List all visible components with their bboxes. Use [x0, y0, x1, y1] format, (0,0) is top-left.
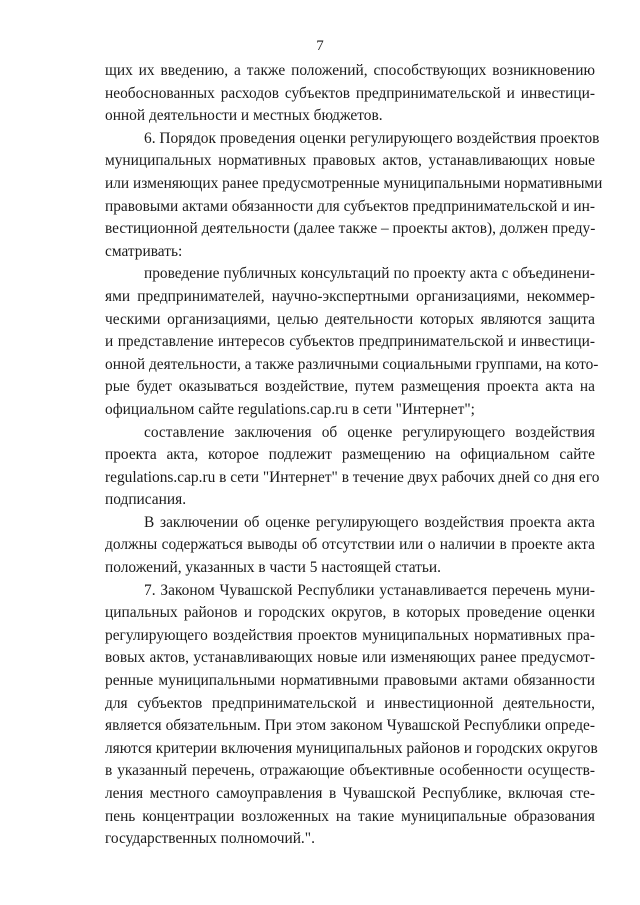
text-line: ляются критерии включения муниципальных районов и городских округов: [105, 739, 598, 757]
paragraph-conclusion-content: [105, 512, 595, 580]
text-line: составление заключения об оценке регулирующего воздействия: [144, 423, 595, 441]
text-line: правовыми актами обязанности для субъектов предпринимательской и ин-: [105, 197, 595, 215]
text-line: проведение публичных консультаций по проекту акта с объединени-: [144, 265, 595, 283]
text-line: ления местного самоуправления в Чувашской Республике, включая сте-: [105, 785, 595, 802]
text-line: ренные муниципальными нормативными правовыми актами обязанности: [105, 672, 595, 690]
page-number: 7: [316, 38, 324, 54]
text-line: пень концентрации возложенных на такие муниципальные образования: [105, 807, 595, 825]
text-line: ческими организациями, целью деятельности которых являются защита: [105, 310, 595, 328]
text-line: вовых актов, устанавливающих новые или изменяющих ранее предусмот-: [105, 649, 595, 667]
text-line: положений, указанных в части 5 настоящей статьи.: [105, 559, 441, 577]
text-line: вестиционной деятельности (далее также – проекты актов), должен преду-: [105, 220, 596, 238]
text-line: 7. Законом Чувашской Республики устанавливается перечень муни-: [144, 581, 595, 599]
text-line: официальном сайте regulations.cap.ru в сети "Интернет";: [105, 400, 475, 418]
text-line: онной деятельности и местных бюджетов.: [105, 107, 383, 125]
text-line: онной деятельности, а также различными социальными группами, на кото-: [105, 355, 599, 373]
document-body: [105, 60, 603, 851]
text-line: должны содержаться выводы об отсутствии или о наличии в проекте акта: [105, 536, 595, 554]
paragraph-item-6: [105, 128, 603, 264]
text-line: проекта акта, которое подлежит размещению на официальном сайте: [105, 446, 595, 464]
text-line: щих их введению, а также положений, способствующих возникновению: [105, 62, 595, 79]
text-line: муниципальных нормативных правовых актов, устанавливающих новые: [105, 152, 595, 170]
text-line: В заключении об оценке регулирующего воздействия проекта акта: [144, 513, 595, 531]
text-line: ципальных районов и городских округов, в которых проведение оценки: [105, 604, 595, 622]
paragraph-public-consultations: [105, 263, 599, 421]
paragraph-conclusion-drafting: [105, 422, 600, 512]
text-line: и представление интересов субъектов предпринимательской и инвестици-: [105, 333, 595, 351]
text-line: является обязательным. При этом законом Чувашской Республики опреде-: [105, 717, 595, 735]
text-line: 6. Порядок проведения оценки регулирующего воздействия проектов: [144, 129, 600, 147]
text-line: ями предпринимателей, научно-экспертными организациями, некоммер-: [105, 287, 595, 305]
text-line: государственных полномочий.".: [105, 830, 315, 848]
text-line: регулирующего воздействия проектов муниципальных нормативных пра-: [105, 626, 595, 644]
text-line: или изменяющих ранее предусмотренные муниципальными нормативными: [105, 174, 603, 192]
text-line: рые будет оказываться воздействие, путем размещения проекта акта на: [105, 378, 595, 396]
text-line: regulations.cap.ru в сети "Интернет" в течение двух рабочих дней со дня его: [105, 468, 600, 486]
text-line: в указанный перечень, отражающие объективные особенности осуществ-: [105, 762, 595, 780]
text-line: сматривать:: [105, 242, 183, 260]
text-line: необоснованных расходов субъектов предпринимательской и инвестици-: [105, 84, 595, 102]
paragraph-continuation: [105, 60, 595, 128]
paragraph-item-7: [105, 580, 598, 851]
text-line: подписания.: [105, 491, 187, 509]
text-line: для субъектов предпринимательской и инвестиционной деятельности,: [105, 694, 595, 712]
